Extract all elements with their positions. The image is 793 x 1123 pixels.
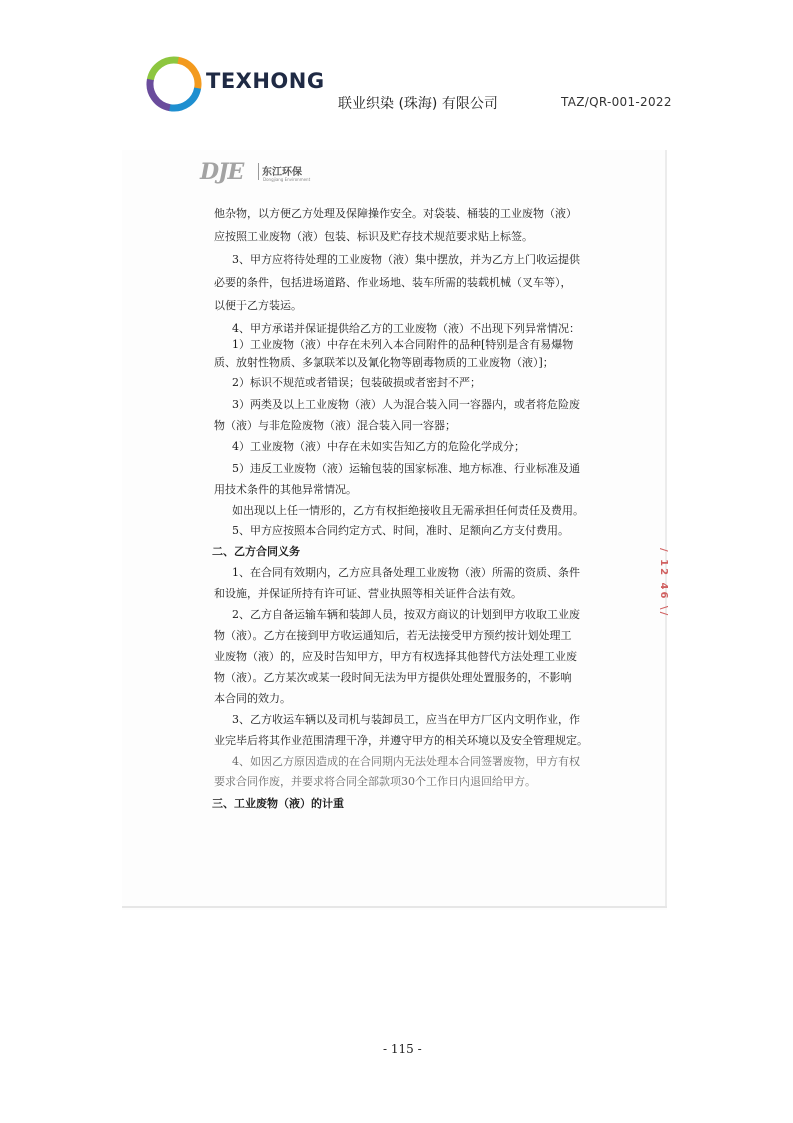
body-line: 4、甲方承诺并保证提供给乙方的工业废物（液）不出现下列异常情况： (232, 322, 580, 335)
body-line: 业废物（液）的，应及时告知甲方，甲方有权选择其他替代方法处理工业废 (214, 650, 577, 663)
body-line: 1）工业废物（液）中存在未列入本合同附件的品种[特别是含有易爆物 (232, 338, 574, 351)
body-line: 物（液）。乙方在接到甲方收运通知后，若无法接受甲方预约按计划处理工 (214, 629, 572, 642)
body-line: 如出现以上任一情形的，乙方有权拒绝接收且无需承担任何责任及费用。 (232, 504, 584, 517)
body-line: 5）违反工业废物（液）运输包装的国家标准、地方标准、行业标准及通 (232, 462, 580, 475)
body-line: 物（液）与非危险废物（液）混合装入同一容器； (214, 419, 456, 432)
margin-handwritten-marks: / 12 46 \/ (658, 548, 669, 618)
body-line: 3）两类及以上工业废物（液）人为混合装入同一容器内，或者将危险废 (232, 398, 580, 411)
body-line: 4、如因乙方原因造成的在合同期内无法处理本合同签署废物，甲方有权 (232, 755, 580, 768)
body-line: 4）工业废物（液）中存在未如实告知乙方的危险化学成分； (232, 440, 525, 453)
body-line: 2、乙方自备运输车辆和装卸人员，按双方商议的计划到甲方收取工业废 (232, 608, 580, 621)
scan-edge (665, 150, 667, 908)
body-line: 1、在合同有效期内，乙方应具备处理工业废物（液）所需的资质、条件 (232, 566, 580, 579)
body-line: 要求合同作废，并要求将合同全部款项30个工作日内退回给甲方。 (214, 775, 536, 788)
body-line: 物（液）。乙方某次或某一段时间无法为甲方提供处理处置服务的，不影响 (214, 671, 572, 684)
body-line: 5、甲方应按照本合同约定方式、时间，准时、足额向乙方支付费用。 (232, 524, 569, 537)
body-line: 2）标识不规范或者错误；包装破损或者密封不严； (232, 376, 481, 389)
scan-edge (122, 906, 667, 908)
body-line: 业完毕后将其作业范围清理干净，并遵守甲方的相关环境以及安全管理规定。 (214, 734, 588, 747)
logo-divider (258, 163, 259, 180)
document-number: TAZ/QR-001-2022 (561, 95, 672, 109)
dongjiang-logo-name: 东江环保 (262, 167, 302, 178)
body-line: 应按照工业废物（液）包装、标识及贮存技术规范要求贴上标签。 (214, 230, 533, 243)
dongjiang-logo-subtitle: Dongjiang Environment (263, 177, 311, 182)
body-line: 3、甲方应将待处理的工业废物（液）集中摆放，并为乙方上门收运提供 (232, 253, 580, 266)
body-line: 用技术条件的其他异常情况。 (214, 483, 357, 496)
company-name: 联业织染 (珠海) 有限公司 (338, 96, 498, 112)
body-line: 质、放射性物质、多氯联苯以及氰化物等剧毒物质的工业废物（液）]； (214, 356, 554, 369)
body-line: 3、乙方收运车辆以及司机与装卸员工，应当在甲方厂区内文明作业，作 (232, 713, 580, 726)
page-number: - 115 - (383, 1042, 422, 1056)
body-line: 必要的条件，包括进场道路、作业场地、装车所需的装载机械（叉车等）， (214, 276, 572, 289)
section-heading: 三、工业废物（液）的计重 (212, 797, 344, 810)
body-line: 他杂物，以方便乙方处理及保障操作安全。对袋装、桶装的工业废物（液） (214, 207, 577, 220)
brand-name: TEXHONG (206, 69, 325, 93)
dongjiang-logo-mark: DJE (200, 159, 244, 185)
body-line: 以便于乙方装运。 (214, 299, 302, 312)
texhong-logo-icon (145, 55, 203, 113)
section-heading: 二、乙方合同义务 (212, 545, 300, 558)
body-line: 本合同的效力。 (214, 692, 291, 705)
body-line: 和设施，并保证所持有许可证、营业执照等相关证件合法有效。 (214, 587, 522, 600)
